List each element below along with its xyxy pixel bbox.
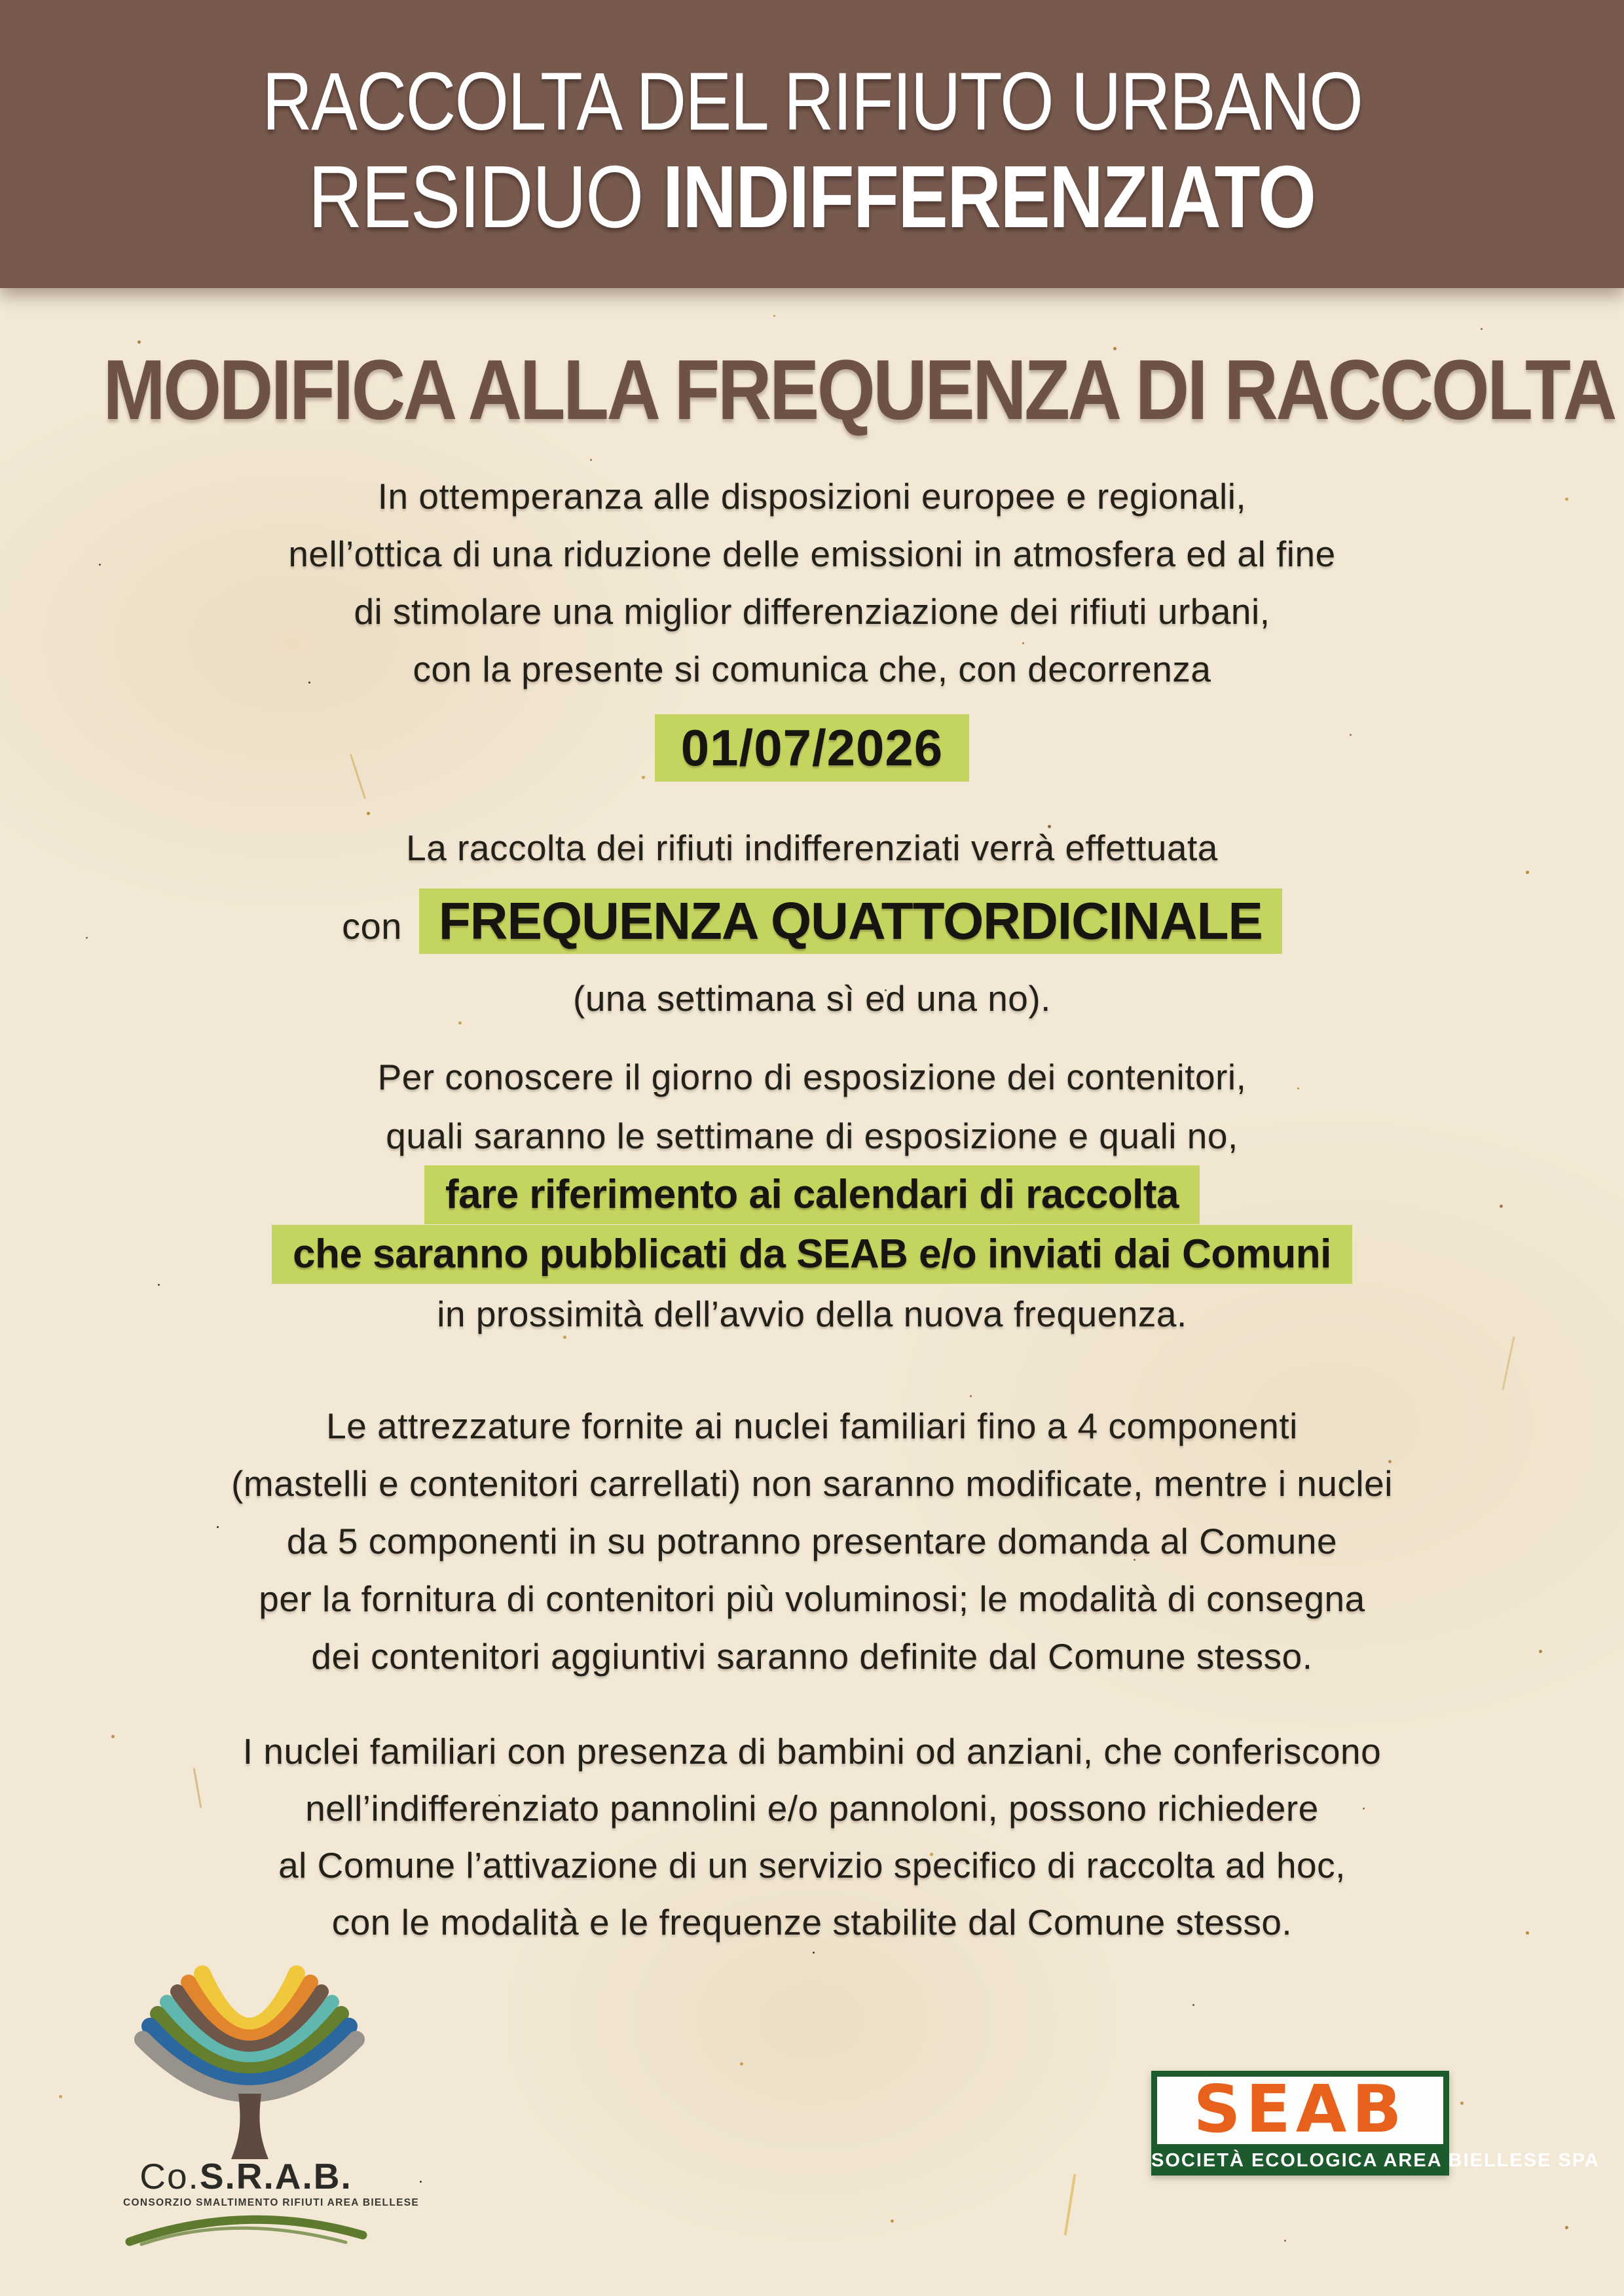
families-line: al Comune l’attivazione di un servizio specifico di raccolta ad hoc, xyxy=(278,1845,1346,1886)
calendar-line: quali saranno le settimane di esposizione e quali no, xyxy=(386,1116,1238,1156)
frequency-line: La raccolta dei rifiuti indifferenziati verrà effettuata xyxy=(406,828,1218,868)
date-highlight: 01/07/2026 xyxy=(655,714,969,782)
calendar-highlight-line xyxy=(0,1225,1624,1285)
cosrab-tagline: CONSORZIO SMALTIMENTO RIFIUTI AREA BIELLESE xyxy=(123,2197,420,2208)
page-title xyxy=(0,340,1624,439)
cosrab-tree-icon xyxy=(123,1964,420,2272)
intro-line: In ottemperanza alle disposizioni europee e regionali, xyxy=(377,476,1247,517)
header-line-2 xyxy=(0,148,1624,246)
cosrab-logo xyxy=(123,1964,420,2272)
frequency-note: (una settimana sì ed una no). xyxy=(573,978,1051,1019)
calendar-line: in prossimità dell’avvio della nuova frequenza. xyxy=(437,1294,1187,1334)
seab-logo-inner xyxy=(1157,2077,1443,2144)
intro-line: nell’ottica di una riduzione delle emissioni in atmosfera ed al fine xyxy=(288,534,1336,574)
families-line: I nuclei familiari con presenza di bambini od anziani, che conferiscono xyxy=(242,1731,1382,1772)
header-line-1-text: RACCOLTA DEL RIFIUTO URBANO xyxy=(262,56,1362,147)
frequency-highlight-line xyxy=(0,888,1624,959)
calendar-paragraph xyxy=(0,1048,1624,1343)
families-paragraph xyxy=(0,1723,1624,1951)
paper-fiber xyxy=(1064,2174,1077,2235)
families-line: con le modalità e le frequenze stabilite dal Comune stesso. xyxy=(331,1902,1293,1942)
intro-line: con la presente si comunica che, con decorrenza xyxy=(413,649,1211,689)
calendar-highlight-2: che saranno pubblicati da SEAB e/o inviati dai Comuni xyxy=(272,1225,1352,1284)
seab-logo xyxy=(1151,2071,1600,2176)
header-line-1 xyxy=(0,56,1624,148)
equipment-line: (mastelli e contenitori carrellati) non saranno modificate, mentre i nuclei xyxy=(231,1463,1393,1504)
cosrab-name xyxy=(123,2156,369,2196)
intro-line: di stimolare una miglior differenziazione dei rifiuti urbani, xyxy=(354,591,1270,632)
page-title-text: MODIFICA ALLA FREQUENZA DI RACCOLTA xyxy=(103,342,1615,437)
frequency-prefix: con xyxy=(342,905,402,947)
cosrab-name-bold: S.R.A.B. xyxy=(199,2156,352,2196)
calendar-highlight-line xyxy=(0,1165,1624,1225)
header-banner xyxy=(0,0,1624,288)
equipment-line: Le attrezzature fornite ai nuclei familiari fino a 4 componenti xyxy=(326,1406,1298,1446)
frequency-highlight: FREQUENZA QUATTORDICINALE xyxy=(419,888,1282,954)
seab-tagline: SOCIETÀ ECOLOGICA AREA BIELLESE SPA xyxy=(1151,2150,1600,2171)
calendar-highlight-1: fare riferimento ai calendari di raccolta xyxy=(424,1165,1200,1224)
frequency-paragraph xyxy=(0,818,1624,1028)
equipment-line: per la fornitura di contenitori più voluminosi; le modalità di consegna xyxy=(259,1578,1365,1619)
date-row xyxy=(0,714,1624,782)
equipment-paragraph xyxy=(0,1397,1624,1685)
header-line-2-bold: INDIFFERENZIATO xyxy=(663,147,1316,246)
families-line: nell’indifferenziato pannolini e/o pannoloni, possono richiedere xyxy=(305,1788,1319,1829)
calendar-line: Per conoscere il giorno di esposizione dei contenitori, xyxy=(377,1057,1247,1097)
paper-fiber xyxy=(1502,1336,1515,1391)
equipment-line: dei contenitori aggiuntivi saranno definite dal Comune stesso. xyxy=(311,1636,1313,1677)
seab-name: SEAB xyxy=(1193,2077,1407,2144)
intro-paragraph xyxy=(0,467,1624,698)
header-line-2-regular: RESIDUO xyxy=(308,147,644,246)
cosrab-name-prefix: Co. xyxy=(139,2156,200,2196)
equipment-line: da 5 componenti in su potranno presentare domanda al Comune xyxy=(286,1521,1338,1561)
